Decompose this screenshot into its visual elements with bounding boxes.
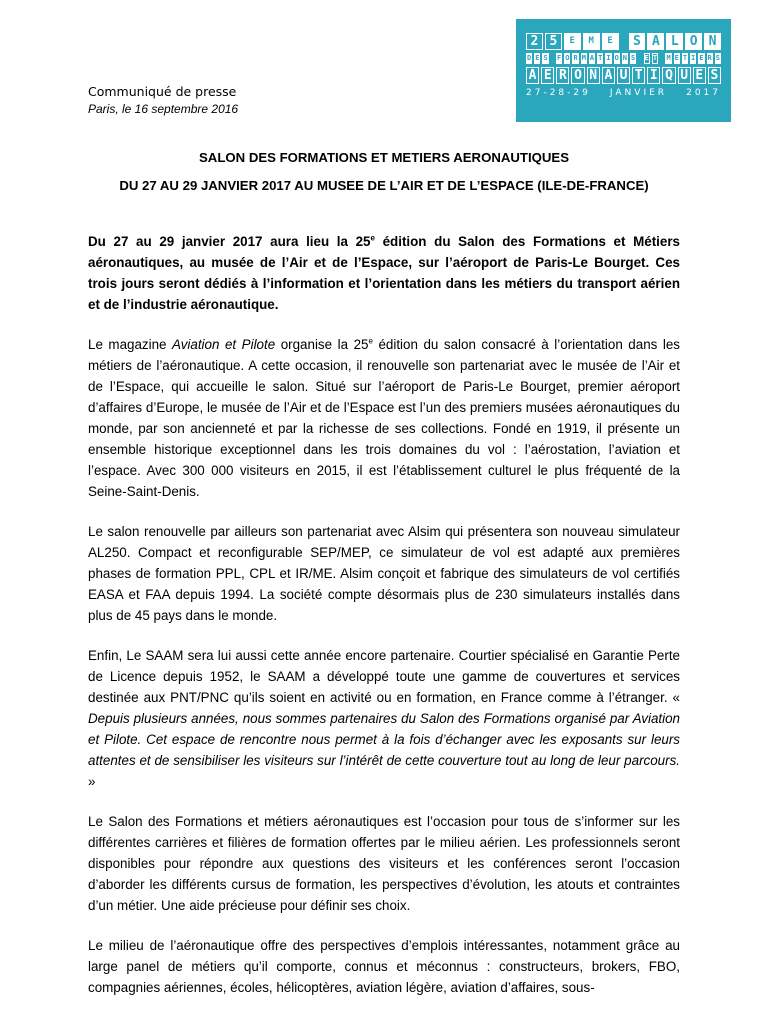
paragraph-careers: Le milieu de l’aéronautique offre des perspectives d’emplois intéressantes, notamment grâce au large panel de métiers qu’il comporte, connus et méconnus : constructeurs, brokers, FBO, compagnies aériennes, écoles, hélicoptères, aviation légère, aviation d’affaires, sous- bbox=[88, 938, 680, 995]
title-line-2: DU 27 AU 29 JANVIER 2017 AU MUSEE DE L’AIR ET DE L’ESPACE (ILE-DE-FRANCE) bbox=[119, 178, 649, 193]
title-line-1: SALON DES FORMATIONS ET METIERS AERONAUTIQUES bbox=[199, 150, 569, 165]
logo-year: 2017 bbox=[686, 88, 721, 98]
paragraph-museum bbox=[88, 334, 680, 502]
saam-quote: Depuis plusieurs années, nous sommes partenaires du Salon des Formations organisé par Aviation et Pilote. Cet espace de rencontre nous permet à la fois d’échanger avec les exposants sur leurs attentes et de sensibiliser les visiteurs sur l’intérêt de cette couverture tout au long de leur parcours. bbox=[88, 711, 680, 768]
p2-text-a: Le magazine bbox=[88, 337, 173, 352]
press-body bbox=[88, 231, 680, 1017]
lead-text-a: Du 27 au 29 janvier 2017 aura lieu la 25 bbox=[88, 234, 371, 249]
logo-tile-m: M bbox=[583, 33, 600, 50]
lead-paragraph bbox=[88, 231, 680, 315]
lead-sup: e bbox=[370, 233, 375, 243]
logo-tile-a: A bbox=[647, 33, 664, 50]
logo-dates bbox=[526, 88, 721, 98]
logo-row-1 bbox=[526, 33, 721, 50]
document-type: Communiqué de presse bbox=[88, 84, 237, 99]
logo-tile-e: E bbox=[564, 33, 581, 50]
salon-logo bbox=[516, 19, 731, 122]
logo-tile-o: O bbox=[685, 33, 702, 50]
p4-text-b: » bbox=[88, 774, 96, 789]
logo-tile-2: 2 bbox=[526, 33, 543, 50]
logo-tile-n: N bbox=[704, 33, 721, 50]
logo-tile-s: S bbox=[629, 33, 646, 50]
paragraph-saam bbox=[88, 645, 680, 792]
paragraph-alsim: Le salon renouvelle par ailleurs son partenariat avec Alsim qui présentera son nouveau simulateur AL250. Compact et reconfigurable SEP/MEP, ce simulateur de vol est adapté aux premières phases de formation PPL, CPL et IR/ME. Alsim conçoit et fabrique des simulateurs de vol certifiés EASA et FAA depuis 1994. La société compte désormais plus de 230 simulateurs installés dans plus de 45 pays dans le monde. bbox=[88, 524, 680, 623]
logo-tile-l: L bbox=[666, 33, 683, 50]
document-date: Paris, le 16 septembre 2016 bbox=[88, 102, 239, 116]
press-title bbox=[88, 150, 680, 206]
logo-row-2: D E S F O R M A T I O N S E T M E T I E R S bbox=[527, 54, 720, 62]
p2-sup: e bbox=[368, 336, 373, 346]
paragraph-salon: Le Salon des Formations et métiers aéronautiques est l’occasion pour tous de s’informer sur les différentes carrières et filières de formation offertes par le milieu aérien. Les professionnels seront disponibles pour répondre aux questions des visiteurs et les conférences seront l’occasion d’aborder les différents cursus de formation, les perspectives d’évolution, les atouts et contraintes d’un métier. Une aide précieuse pour définir ses choix. bbox=[88, 814, 680, 913]
p2-text-b: organise la 25 bbox=[275, 337, 369, 352]
logo-tile-e2: E bbox=[602, 33, 619, 50]
p2-text-c: édition du salon consacré à l’orientation dans les métiers de l’aéronautique. A cette occasion, il renouvelle son partenariat avec le musée de l’Air et de l’Espace, qui accueille le salon. Situé sur l’aéroport de Paris-Le Bourget, premier aéroport d’affaires d’Europe, le musée de l’Air et de l’Espace est l’un des premiers musées aéronautiques du monde, par son ancienneté et par la richesse de ses collections. Fondé en 1919, il présente un ensemble historique exceptionnel dans les trois domaines du vol : l’aérostation, l’aviation et l’espace. Avec 300 000 visiteurs en 2015, il est l’établissement culturel le plus fréquenté de la Seine-Saint-Denis. bbox=[88, 337, 680, 499]
lead-text-b: édition du Salon des Formations et Métiers aéronautiques, au musée de l’Air et de l’Espace, sur l’aéroport de Paris-Le Bourget. Ces trois jours seront dédiés à l’information et l’orientation dans les métiers du transport aérien et de l’industrie aéronautique. bbox=[88, 234, 680, 312]
logo-days: 27-28-29 bbox=[526, 88, 591, 98]
logo-month: JANVIER bbox=[609, 88, 668, 98]
logo-tile-5: 5 bbox=[545, 33, 562, 50]
magazine-name: Aviation et Pilote bbox=[172, 337, 276, 352]
p4-text-a: Enfin, Le SAAM sera lui aussi cette année encore partenaire. Courtier spécialisé en Garantie Perte de Licence depuis 1952, le SAAM a développé toute une gamme de couvertures et services destinée aux PNT/PNC qu’ils soient en activité ou en formation, en France comme à l’étranger. « bbox=[88, 648, 680, 705]
logo-row-3: A E R O N A U T I Q U E S bbox=[526, 67, 721, 84]
